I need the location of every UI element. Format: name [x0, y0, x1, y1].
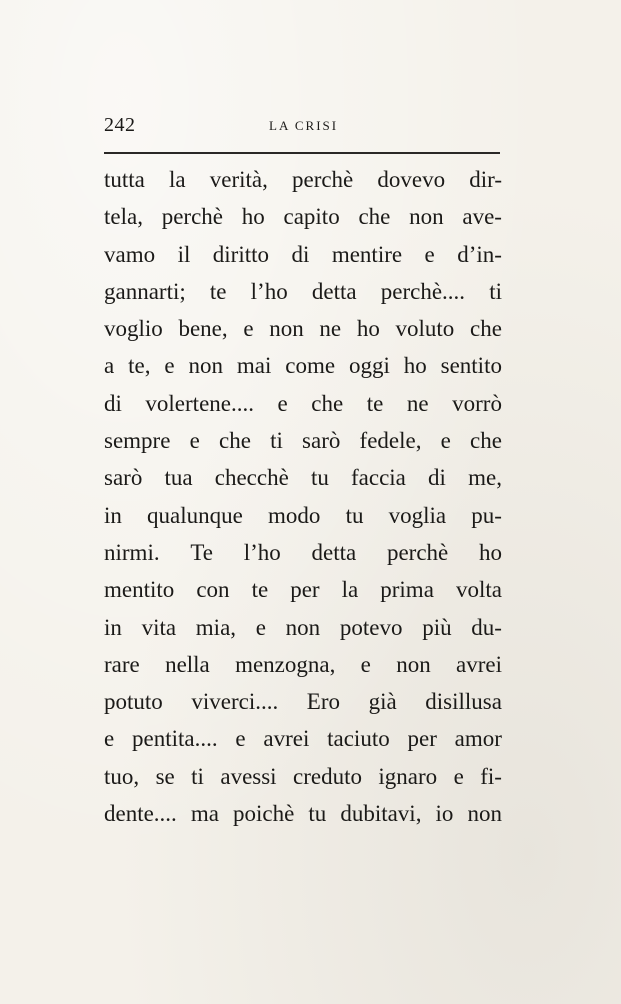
word: e [360, 651, 371, 677]
word: se [155, 763, 175, 789]
text-line [104, 615, 502, 652]
word: e [104, 726, 115, 752]
running-title: LA CRISI [269, 118, 339, 133]
word: la [341, 577, 359, 603]
word: con [196, 577, 230, 603]
word: tua [164, 465, 193, 491]
word: in [104, 614, 122, 640]
text-line [104, 242, 502, 279]
word: come [285, 353, 336, 379]
text-line [104, 577, 502, 614]
text-line [104, 391, 502, 428]
word: detta [311, 278, 357, 304]
word: che [311, 390, 344, 416]
text-line [104, 689, 502, 726]
text-line [104, 801, 502, 838]
word: gannarti; [104, 278, 186, 304]
word: faccia [351, 465, 406, 491]
word: che [469, 316, 502, 342]
word: avrei [263, 726, 310, 752]
word: mentito [104, 577, 175, 603]
word: ne [319, 316, 342, 342]
word: ho [403, 353, 427, 379]
word: pu- [471, 502, 502, 528]
word: più [422, 614, 452, 640]
word: io [435, 801, 454, 827]
word: ho [241, 204, 265, 230]
text-line [104, 167, 502, 204]
word: di [104, 390, 122, 416]
word: voluto [395, 316, 455, 342]
word: voglia [388, 502, 447, 528]
text-line [104, 503, 502, 540]
word: non [409, 204, 444, 230]
word: verità, [209, 167, 268, 192]
word: amor [454, 726, 502, 752]
word: me, [468, 465, 502, 491]
word: taciuto [327, 726, 390, 752]
word: nirmi. [104, 539, 160, 565]
word: sentito [440, 353, 502, 379]
word: rare [104, 651, 140, 677]
word: e [164, 353, 175, 379]
word: che [218, 428, 251, 454]
word: fedele, [359, 428, 422, 454]
word: perchè.... [380, 278, 466, 304]
word: poichè [233, 801, 295, 827]
word: prima [380, 577, 434, 603]
word: ma [190, 801, 219, 827]
word: te, [128, 353, 151, 379]
word: dente.... [104, 801, 177, 827]
word: sarò [302, 428, 341, 454]
word: perchè [386, 539, 449, 565]
word: nella [165, 651, 210, 677]
word: mia, [195, 614, 237, 640]
word: e [453, 763, 464, 789]
word: per [407, 726, 437, 752]
word: tuo, [104, 763, 140, 789]
word: voglio [104, 316, 163, 342]
text-line [104, 279, 502, 316]
word: perchè [291, 167, 354, 192]
word: il [177, 241, 191, 267]
word: bene, [178, 316, 228, 342]
text-line [104, 353, 502, 390]
word: non [285, 614, 321, 640]
word: non [467, 801, 502, 827]
word: avrei [456, 651, 502, 677]
word: creduto [293, 763, 362, 789]
text-line [104, 316, 502, 353]
word: viverci.... [191, 689, 279, 715]
text-line [104, 204, 502, 241]
word: che [358, 204, 391, 230]
word: vorrò [452, 390, 502, 416]
word: avessi [220, 763, 277, 789]
word: tutta [104, 167, 145, 192]
word: tu [308, 801, 327, 827]
word: mai [236, 353, 272, 379]
word: e [277, 390, 288, 416]
word: dovevo [377, 167, 446, 192]
text-line [104, 652, 502, 689]
word: a [104, 353, 115, 379]
word: tu [345, 502, 364, 528]
word: disillusa [425, 689, 502, 715]
word: di [291, 241, 310, 267]
word: in [104, 502, 122, 528]
word: già [368, 689, 397, 715]
word: du- [471, 614, 502, 640]
word: l’ho [250, 278, 288, 304]
word: ho [356, 316, 380, 342]
word: ignaro [378, 763, 438, 789]
word: e [255, 614, 266, 640]
word: l’ho [243, 539, 281, 565]
word: tu [310, 465, 329, 491]
word: mentire [331, 241, 403, 267]
word: checchè [214, 465, 289, 491]
word: capito [283, 204, 340, 230]
word: e [440, 428, 451, 454]
word: volta [455, 577, 502, 603]
text-line [104, 465, 502, 502]
word: menzogna, [235, 651, 336, 677]
word: qualunque [147, 502, 243, 528]
text-line [104, 428, 502, 465]
word: non [396, 651, 431, 677]
word: diritto [212, 241, 270, 267]
word: per [290, 577, 320, 603]
word: Te [190, 539, 213, 565]
word: e [189, 428, 200, 454]
text-line [104, 540, 502, 577]
word: che [470, 428, 502, 454]
word: te [251, 577, 269, 603]
word: ho [478, 539, 502, 565]
word: te [209, 278, 227, 304]
word: ti [489, 278, 502, 304]
word: fi- [480, 763, 502, 789]
word: vita [141, 614, 177, 640]
word: detta [311, 539, 357, 565]
word: ti [191, 763, 204, 789]
word: non [269, 316, 304, 342]
word: Ero [306, 689, 341, 715]
word: potuto [104, 689, 163, 715]
body-text [104, 167, 502, 838]
word: te [366, 390, 384, 416]
word: oggi [348, 353, 390, 379]
word: ne [406, 390, 429, 416]
word: e [243, 316, 254, 342]
word: dubitavi, [340, 801, 422, 827]
word: d’in- [457, 241, 502, 267]
word: vamo [104, 241, 156, 267]
word: ave- [462, 204, 502, 230]
word: modo [268, 502, 321, 528]
page-number: 242 [104, 114, 136, 136]
text-line [104, 764, 502, 801]
word: sempre [104, 428, 171, 454]
page-header [104, 114, 504, 142]
word: e [235, 726, 246, 752]
word: potevo [339, 614, 403, 640]
word: di [428, 465, 446, 491]
word: perchè [161, 204, 223, 230]
word: volertene.... [145, 390, 254, 416]
word: non [188, 353, 223, 379]
word: e [424, 241, 435, 267]
word: sarò [104, 465, 143, 491]
text-line [104, 726, 502, 763]
word: la [169, 167, 186, 192]
word: tela, [104, 204, 143, 230]
word: ti [270, 428, 283, 454]
header-rule [104, 152, 500, 154]
word: pentita.... [132, 726, 218, 752]
word: dir- [469, 167, 502, 192]
